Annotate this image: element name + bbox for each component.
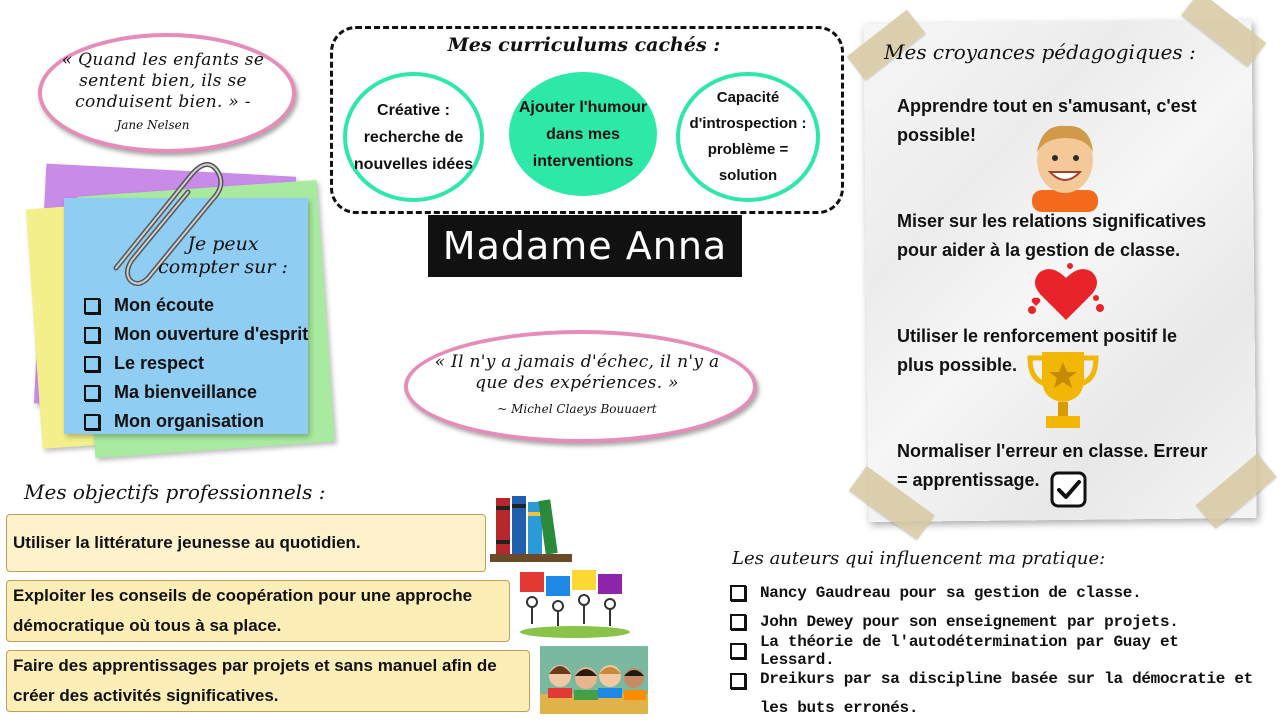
objective-cooperation: Exploiter les conseils de coopération pour une approche démocratique où tous à sa place. bbox=[6, 580, 510, 642]
curriculum-introspection bbox=[676, 72, 820, 202]
belief-error: Normaliser l'erreur en classe. Erreur = apprentissage. bbox=[897, 441, 1208, 490]
objective-projects: Faire des apprentissages par projets et sans manuel afin de créer des activités significatives. bbox=[6, 650, 530, 712]
list-item: La théorie de l'autodétermination par Guay et Lessard. bbox=[730, 636, 1260, 665]
hidden-curriculum-title: Mes curriculums cachés : bbox=[447, 34, 721, 56]
hearts-icon bbox=[1024, 262, 1108, 326]
name-banner-text: Madame Anna bbox=[442, 224, 728, 268]
list-item: Mon ouverture d'esprit bbox=[84, 320, 324, 349]
count-on-title: Je peux compter sur : bbox=[158, 233, 288, 278]
curriculum-humour-text: Ajouter l'humour dans mes interventions bbox=[518, 98, 648, 170]
list-item: Nancy Gaudreau pour sa gestion de classe. bbox=[730, 578, 1260, 607]
quote-claeys-author: ~ Michel Claeys Bouuaert bbox=[497, 402, 657, 416]
belief-relations: Miser sur les relations significatives pour aider à la gestion de classe. bbox=[897, 211, 1207, 260]
objectives-title: Mes objectifs professionnels : bbox=[24, 480, 326, 504]
quote-nelsen-author: Jane Nelsen bbox=[116, 118, 190, 132]
checkbox-icon bbox=[730, 643, 746, 659]
curriculum-humour bbox=[509, 72, 657, 196]
list-item: John Dewey pour son enseignement par projets. bbox=[730, 607, 1260, 636]
checkbox-icon bbox=[730, 585, 746, 601]
trophy-icon bbox=[1026, 348, 1100, 434]
beliefs-title: Mes croyances pédagogiques : bbox=[884, 40, 1196, 64]
list-item: Dreikurs par sa discipline basée sur la démocratie et les buts erronés. bbox=[730, 665, 1260, 723]
curriculum-creative-text: Créative : recherche de nouvelles idées bbox=[353, 101, 474, 173]
checkbox-icon bbox=[84, 356, 100, 372]
objective-literature: Utiliser la littérature jeunesse au quotidien. bbox=[6, 514, 486, 572]
checkbox-icon bbox=[730, 614, 746, 630]
count-on-list bbox=[84, 291, 324, 436]
belief-fun: Apprendre tout en s'amusant, c'est possible! bbox=[897, 96, 1197, 145]
smiling-child-icon bbox=[1020, 116, 1110, 212]
list-item: Ma bienveillance bbox=[84, 378, 324, 407]
checkbox-icon bbox=[84, 298, 100, 314]
checkbox-icon bbox=[84, 385, 100, 401]
checkbox-icon bbox=[84, 327, 100, 343]
quote-claeys-text: « Il n'y a jamais d'échec, il n'y a que des expériences. » bbox=[434, 352, 720, 393]
quote-nelsen-text: « Quand les enfants se sentent bien, ils se conduisent bien. » - bbox=[61, 50, 265, 112]
authors-list bbox=[730, 578, 1260, 723]
belief-reinforcement: Utiliser le renforcement positif le plus possible. bbox=[897, 326, 1178, 375]
list-item: Mon organisation bbox=[84, 407, 324, 436]
books-icon bbox=[490, 490, 572, 564]
curriculum-creative bbox=[343, 72, 484, 202]
checkbox-icon bbox=[730, 673, 746, 689]
children-photo bbox=[540, 646, 648, 714]
checkbox-icon bbox=[84, 414, 100, 430]
authors-title: Les auteurs qui influencent ma pratique: bbox=[732, 548, 1106, 569]
cooperation-puzzle-icon bbox=[516, 566, 634, 638]
list-item: Le respect bbox=[84, 349, 324, 378]
curriculum-introspection-text: Capacité d'introspection : problème = solution bbox=[689, 89, 807, 184]
name-banner bbox=[428, 215, 742, 277]
list-item: Mon écoute bbox=[84, 291, 324, 320]
checked-box-icon bbox=[1050, 470, 1088, 510]
